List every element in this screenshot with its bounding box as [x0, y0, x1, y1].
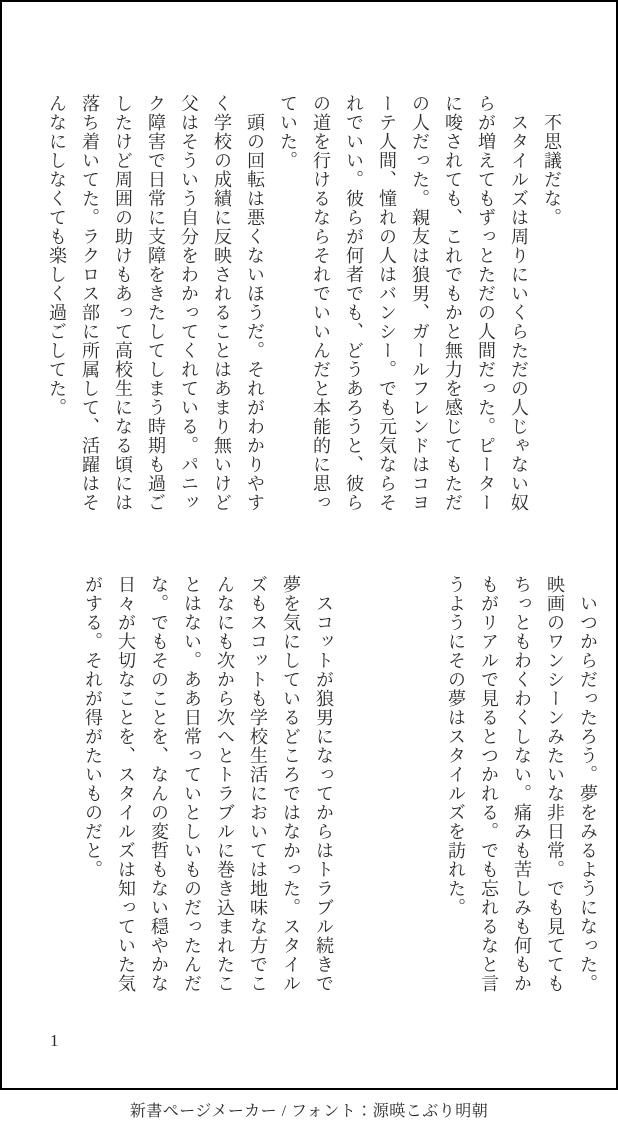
text-line: らが増えてもずっとただの人間だった。ピーター	[476, 94, 496, 512]
text-line: ていた。	[278, 94, 298, 170]
text-line: したけど周囲の助けもあって高校生になる頃には	[113, 94, 133, 512]
text-line: うようにその夢はスタイルズを訪れた。	[446, 575, 466, 917]
text-line: んなにも次から次へとトラブルに巻き込まれたこ	[215, 575, 235, 993]
vertical-text-block-lower	[76, 575, 604, 995]
text-line: 父はそういう自分をわかってくれている。パニッ	[179, 94, 199, 512]
text-line: 落ち着いてた。ラクロス部に所属して、活躍はそ	[80, 94, 100, 512]
text-line: な。でもそのことを、なんの変哲もない穏やかな	[149, 575, 169, 993]
text-line: ク障害で日常に支障をきたしてしまう時期も過ご	[146, 94, 166, 512]
text-line: がする。それが得がたいものだと。	[83, 575, 103, 879]
text-line: ちっともわくわくしない。痛みも苦しみも何もか	[512, 575, 532, 993]
text-line: スタイルズは周りにいくらただの人じゃない奴	[509, 94, 529, 512]
vertical-text-block-upper	[40, 94, 568, 514]
text-line: もがリアルで見るとつかれる。でも忘れるなと言	[479, 575, 499, 993]
text-line: 不思議だな。	[542, 94, 562, 227]
text-line: に唆されても、これでもかと無力を感じてもただ	[443, 94, 463, 512]
text-line: 日々が大切なことを、スタイルズは知っていた気	[116, 575, 136, 993]
text-line: く学校の成績に反映されることはあまり無いけど	[212, 94, 232, 512]
text-line	[373, 575, 406, 995]
text-line: の人だった。親友は狼男、ガールフレンドはコヨ	[410, 94, 430, 512]
text-line: ズもスコットも学校生活においては地味な方でこ	[248, 575, 268, 993]
text-line	[340, 575, 373, 995]
text-line: スコットが狼男になってからはトラブル続きで	[314, 575, 334, 993]
footer-caption: 新書ページメーカー / フォント：源暎こぶり明朝	[129, 1103, 489, 1120]
text-line: 映画のワンシーンみたいな非日常。でも見てても	[545, 575, 565, 993]
page-number: 1	[50, 1031, 59, 1050]
text-line: 夢を気にしているどころではなかった。スタイル	[281, 575, 301, 993]
text-line: ーテ人間、憧れの人はバンシー。でも元気ならそ	[377, 94, 397, 512]
text-line: とはない。ああ日常っていとしいものだったんだ	[182, 575, 202, 993]
text-line: の道を行けるならそれでいいんだと本能的に思っ	[311, 94, 331, 512]
text-line: れでいい。彼らが何者でも、どうあろうと、彼ら	[344, 94, 364, 512]
text-line: 頭の回転は悪くないほうだ。それがわかりやす	[245, 94, 265, 512]
text-line: いつからだったろう。夢をみるようになった。	[578, 575, 598, 993]
text-line: んなにしなくても楽しく過ごしてた。	[47, 94, 67, 417]
text-line	[406, 575, 439, 995]
